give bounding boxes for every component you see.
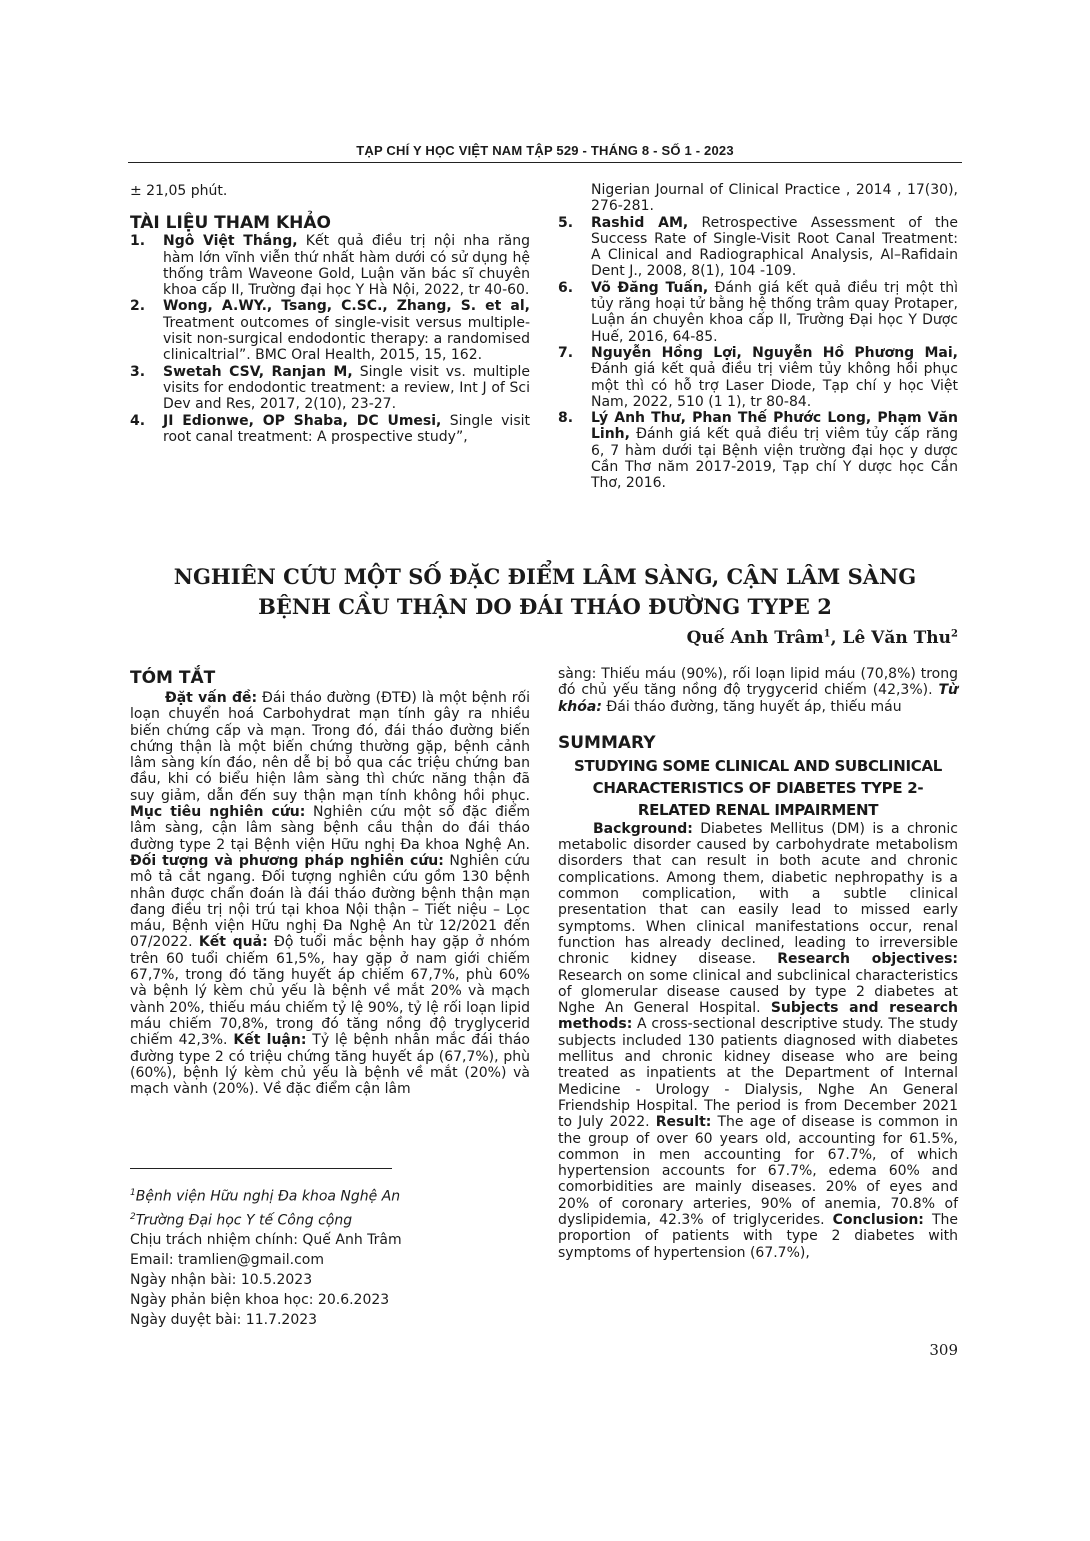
label-conclusion-en: Conclusion:	[832, 1212, 924, 1229]
references-column-right	[558, 182, 958, 492]
abstract-paragraph	[130, 690, 530, 1097]
responsible-author: Chịu trách nhiệm chính: Quế Anh Trâm	[130, 1232, 402, 1249]
references-list-left	[130, 233, 530, 445]
text-conclusion-en: The proportion of patients with type 2 diabetes with symptoms of hypertension (67.7%),	[558, 1212, 958, 1261]
date-reviewed: Ngày phản biện khoa học: 20.6.2023	[130, 1292, 390, 1309]
references-column-left	[130, 183, 530, 445]
author-affiliation-marker: 2	[951, 628, 958, 640]
text-results: Độ tuổi mắc bệnh hay gặp ở nhóm trên 60 tuổi chiếm 61,5%, hay gặp ở nam giới chiếm 67,7%, trong đó tăng huyết áp chiếm 67,7%, phù 60% và bệnh lý kèm chủ yếu là bệnh về mắt 20% và mạch vành 20%, thiếu máu chiếm tỷ lệ 90%, tỷ lệ rối loạn lipid máu chiếm 70,8%, trong đó tăng nồng độ tryglycerid chiếm 42,3%.	[130, 934, 531, 1049]
reference-text: Single visit vs. multiple visits for endodontic treatment: a review, Int J of Sci Dev and Res, 2017, 2(10), 23-27.	[163, 363, 530, 413]
text-continued: sàng: Thiếu máu (90%), rối loạn lipid máu (70,8%) trong đó chủ yếu tăng nồng độ trygycerid chiếm (42,3%).	[558, 666, 958, 699]
text-result-en: The age of disease is common in the group of over 60 years old, accounting for 61.5%, common in men accounting for 67.7%, of which hypertension accounts for 67.7%, edema 60% and comorbidities are mainly diseases. 20% of eyes and 20% of coronary arteries, 90% of anemia, 70.8% of dyslipidemia, 42.3% of triglycerides.	[558, 1114, 958, 1229]
author-name: Lê Văn Thu	[842, 628, 952, 648]
text-background-en: Diabetes Mellitus (DM) is a chronic metabolic disorder caused by carbohydrate metabolism disorders that can result in both acute and chronic complications. Among them, diabetic nephropathy is a common complication, with a subtle clinical presentation that can easily lead to missed early symptoms. When clinical manifestations occur, renal function has already declined, leading to irreversible chronic kidney disease.	[558, 820, 958, 968]
reference-authors: JI Edionwe, OP Shaba, DC Umesi,	[163, 412, 442, 429]
abstract-continuation	[558, 666, 958, 715]
reference-text: Nigerian Journal of Clinical Practice , 2014 , 17(30), 276-281.	[591, 182, 958, 215]
reference-text: Đánh giá kết quả điều trị một thì tủy răng hoại tử bằng hệ thống trâm quay Protaper, Luận án chuyên khoa cấp II, Trường Đại học Y Dược Huế, 2016, 64-85.	[591, 279, 958, 345]
running-header: TẠP CHÍ Y HỌC VIỆT NAM TẬP 529 - THÁNG 8 - SỐ 1 - 2023	[356, 143, 734, 158]
label-results: Kết quả:	[198, 934, 268, 951]
reference-text: Treatment outcomes of single-visit versus multiple-visit non-surgical endodontic therapy: a randomised clinicaltrial”. BMC Oral Health, 2015, 15, 162.	[163, 314, 530, 364]
label-objectives-en: Research objectives:	[777, 951, 958, 968]
reference-item	[130, 413, 530, 446]
page-number: 309	[929, 1341, 958, 1359]
reference-number: 4.	[130, 412, 146, 429]
abstract-right-column	[558, 666, 958, 1261]
reference-authors: Wong, A.WY., Tsang, C.SC., Zhang, S. et al,	[163, 298, 530, 315]
references-list-right	[558, 182, 958, 492]
affiliation-marker: 1	[130, 1188, 136, 1198]
summary-paragraph	[558, 821, 958, 1261]
reference-item	[558, 410, 958, 491]
reference-number: 7.	[558, 344, 574, 361]
author-separator: ,	[830, 628, 843, 648]
reference-text: Đánh giá kết quả điều trị viêm tủy cấp răng 6, 7 hàm dưới tại Bệnh viện trường đại học y dược Cần Thơ năm 2017-2019, Tạp chí Y dược học Cần Thơ, 2016.	[591, 426, 958, 492]
article-title-line-2: BỆNH CẦU THẬN DO ĐÁI THÁO ĐƯỜNG TYPE 2	[258, 594, 832, 619]
text-objectives-en: Research on some clinical and subclinical characteristics of glomerular disease caused by type 2 diabetes at Nghe An General Hospital.	[558, 967, 958, 1017]
label-objectives: Mục tiêu nghiên cứu:	[130, 804, 306, 821]
reference-authors: Võ Đăng Tuấn,	[591, 279, 709, 296]
text-keywords: Đái tháo đường, tăng huyết áp, thiếu máu	[601, 698, 902, 715]
previous-article-tail: ± 21,05 phút.	[130, 183, 228, 199]
text-objectives: Nghiên cứu một số đặc điểm lâm sàng, cận lâm sàng bệnh cầu thận do đái tháo đường type 2 tại Bệnh viện Hữu nghị Đa khoa Nghệ An.	[130, 804, 531, 853]
article-title	[130, 562, 960, 622]
author-affiliation-marker: 1	[823, 628, 831, 640]
text-conclusion: Tỷ lệ bệnh nhân mắc đái tháo đường type 2 có triệu chứng tăng huyết áp (67,7%), phù (60%), bệnh lý kèm chủ yếu là bệnh về mắt (20%) và mạch vành (20%). Về đặc điểm cận lâm	[130, 1032, 530, 1098]
reference-item	[130, 298, 530, 363]
reference-number: 1.	[130, 233, 146, 250]
affiliation-text: Trường Đại học Y tế Công cộng	[135, 1212, 353, 1229]
reference-authors: Nguyễn Hồng Lợi, Nguyễn Hồ Phương Mai,	[591, 344, 958, 361]
text-background: Đái tháo đường (ĐTĐ) là một bệnh rối loạn chuyển hoá Carbohydrat mạn tính gây ra nhiều biến chứng cấp và mạn. Trong đó, đái tháo đường biến chứng thận là một biến chứng thường gặp, bệnh cảnh lâm sàng kín đáo, nên dễ bị bỏ qua các triệu chứng ban đầu, khi có biểu hiện lâm sàng thì chức năng thận đã suy giảm, dẫn đến suy thận mạn tính không hồi phục.	[130, 690, 530, 804]
affiliation-text: Bệnh viện Hữu nghị Đa khoa Nghệ An	[135, 1188, 401, 1205]
affiliation-marker: 2	[130, 1211, 136, 1222]
references-heading: TÀI LIỆU THAM KHẢO	[130, 213, 331, 234]
reference-number: 3.	[130, 363, 146, 380]
reference-authors: Rashid AM,	[591, 214, 689, 231]
reference-continuation	[558, 182, 958, 215]
label-keywords: Từ khóa:	[558, 682, 958, 715]
reference-number: 5.	[558, 214, 574, 231]
reference-number: 8.	[558, 410, 574, 427]
header-rule	[128, 162, 962, 163]
label-result-en: Result:	[655, 1114, 712, 1131]
footnote-rule	[130, 1168, 392, 1169]
footnotes	[130, 1183, 530, 1330]
label-methods-en: Subjects and research methods:	[558, 1000, 959, 1033]
article-authors	[687, 628, 958, 648]
date-accepted: Ngày duyệt bài: 11.7.2023	[130, 1312, 318, 1329]
reference-number: 6.	[558, 279, 574, 296]
article-title-line-1: NGHIÊN CỨU MỘT SỐ ĐẶC ĐIỂM LÂM SÀNG, CẬN LÂM SÀNG	[173, 564, 917, 589]
reference-text: Single visit root canal treatment: A prospective study”,	[163, 412, 530, 445]
author-name: Quế Anh Trâm	[686, 628, 824, 648]
contact-email: Email: tramlien@gmail.com	[130, 1252, 324, 1269]
label-background: Đặt vấn đề:	[165, 690, 258, 706]
affiliation-1	[130, 1183, 530, 1207]
summary-heading: SUMMARY	[558, 732, 656, 753]
reference-authors: Swetah CSV, Ranjan M,	[163, 363, 353, 380]
reference-authors: Ngô Việt Thắng,	[163, 233, 298, 250]
reference-item	[130, 364, 530, 413]
date-received: Ngày nhận bài: 10.5.2023	[130, 1272, 313, 1289]
reference-text: Đánh giá kết quả điều trị viêm tủy không hồi phục một thì có hỗ trợ Laser Diode, Tạp chí y học Việt Nam, 2022, 510 (1 1), tr 80-84.	[591, 361, 958, 410]
summary-title: STUDYING SOME CLINICAL AND SUBCLINICAL CHARACTERISTICS OF DIABETES TYPE 2-RELATED RENAL IMPAIRMENT	[573, 756, 943, 819]
label-background-en: Background:	[593, 820, 693, 837]
reference-item	[558, 280, 958, 345]
reference-text: Kết quả điều trị nội nha răng hàm lớn vĩnh viễn thứ nhất hàm dưới có sử dụng hệ thống trâm Waveone Gold, Luận văn bác sĩ chuyên khoa cấp II, Trường đại học Y Hà Nội, 2022, tr 40-60.	[163, 233, 531, 299]
reference-item	[558, 345, 958, 410]
reference-item	[558, 215, 958, 280]
affiliation-2	[130, 1207, 530, 1231]
abstract-vietnamese	[130, 668, 530, 1097]
reference-number: 2.	[130, 298, 146, 315]
label-methods: Đối tượng và phương pháp nghiên cứu:	[130, 852, 444, 869]
label-conclusion: Kết luận:	[233, 1032, 307, 1049]
text-methods-en: A cross-sectional descriptive study. The study subjects included 130 patients diagnosed with diabetes mellitus and chronic kidney disease who are being treated as inpatients at the Department of Internal Medicine - Urology - Dialysis, Nghe An General Friendship Hospital. The period is from December 2021 to July 2022.	[558, 1016, 958, 1131]
reference-text: Retrospective Assessment of the Success Rate of Single-Visit Root Canal Treatment: A Clinical and Radiographical Analysis, Al–Rafidain Dent J., 2008, 8(1), 104 -109.	[591, 214, 958, 280]
tom-tat-heading: TÓM TẮT	[130, 668, 216, 688]
reference-item	[130, 233, 530, 298]
text-methods: Nghiên cứu mô tả cắt ngang. Đối tượng nghiên cứu gồm 130 bệnh nhân được chẩn đoán là đái tháo đường bệnh thận mạn đang điều trị nội trú tại khoa Nội thận – Tiết niệu – Lọc máu, Bệnh viện Hữu nghị Đa Nghệ An từ 12/2021 đến 07/2022.	[130, 852, 530, 951]
reference-authors: Lý Anh Thư, Phan Thế Phước Long, Phạm Văn Linh,	[591, 410, 958, 443]
